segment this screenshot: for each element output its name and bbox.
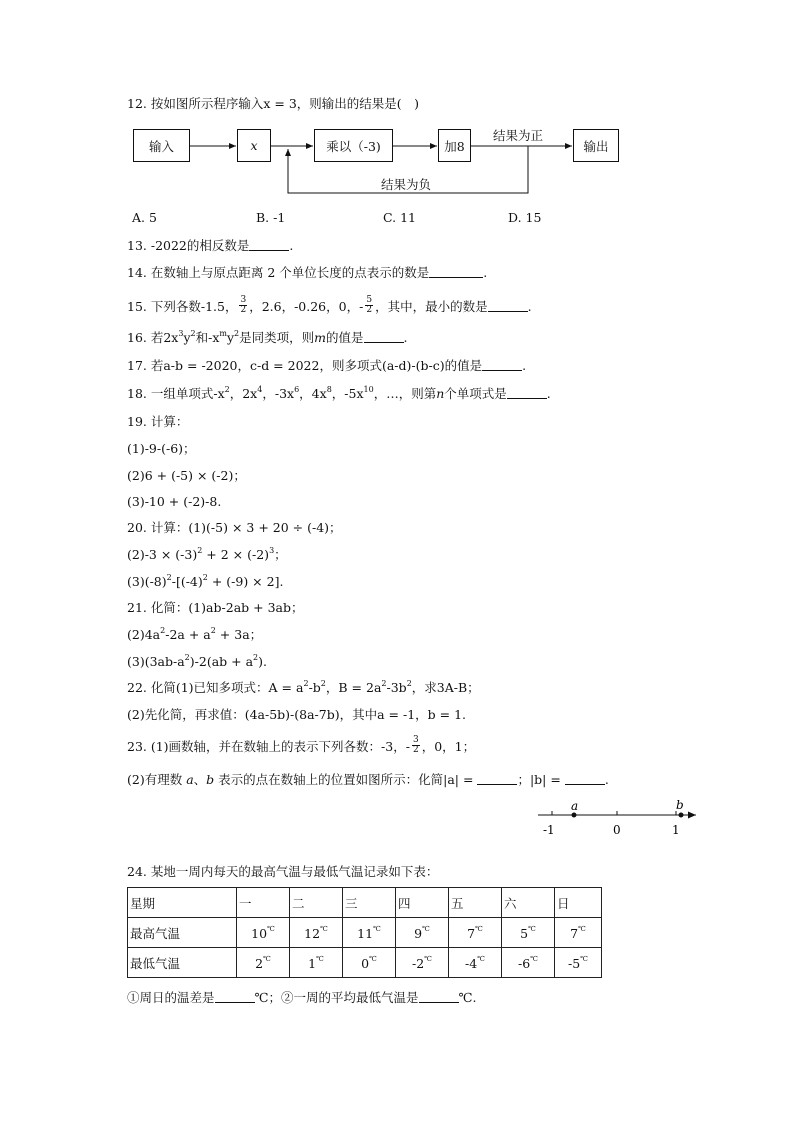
q20-part-3: $(3)(-8)^2-[(-4)^2 + (-9) \times 2]$. <box>127 573 284 589</box>
table-cell: 最低气温 <box>128 948 237 978</box>
table-cell: 7℃ <box>555 918 602 948</box>
q23-line-1: 23. (1)画数轴，并在数轴上的表示下列各数：-3，- $\frac{3}{2}$ ，0，1； <box>127 735 476 755</box>
flow-positive-label: 结果为正 <box>493 128 544 143</box>
q15-start: 15. 下列各数-1.5， <box>127 299 238 314</box>
q12-prompt: 12. 按如图所示程序输入x = 3，则输出的结果是( ) <box>127 96 420 111</box>
q19-part-1: (1)-9-(-6)； <box>127 441 196 456</box>
flow-output-label: 输出 <box>583 138 609 154</box>
table-cell: 2℃ <box>237 948 290 978</box>
table-cell: 1℃ <box>290 948 343 978</box>
q15-line <box>127 295 532 317</box>
q23-fraction: $\frac{3}{2}$ <box>412 735 419 755</box>
q18-answer-blank[interactable] <box>507 386 547 399</box>
table-cell: 一 <box>237 888 290 918</box>
q21-part-3: $(3)(3ab-a^2)-2(ab + a^2)$. <box>127 653 267 669</box>
table-cell: 二 <box>290 888 343 918</box>
q12-option-c: C. 11 <box>383 210 416 225</box>
flow-output-box <box>573 129 619 162</box>
table-cell: -6℃ <box>502 948 555 978</box>
table-row-high <box>128 918 602 948</box>
q21-part-2: $(2)4a^2-2a + a^2 + 3a$； <box>127 626 263 642</box>
temperature-table <box>127 887 602 978</box>
point-a-label: a <box>571 799 579 813</box>
table-cell: 10℃ <box>237 918 290 948</box>
table-cell: -2℃ <box>396 948 449 978</box>
table-cell: -4℃ <box>449 948 502 978</box>
q23-abs-a-blank[interactable] <box>477 772 517 785</box>
table-cell: 11℃ <box>343 918 396 948</box>
table-cell: 0℃ <box>343 948 396 978</box>
table-row-low <box>128 948 602 978</box>
q22-line-1: 22. 化简(1)已知多项式：$A = a^2-b^2$，$B = 2a^2-3b^2$，求3A-B； <box>127 679 480 695</box>
flow-x-label: x <box>250 138 258 153</box>
q16-line: 16. 若$2x^3y^2$和$-x^my^2$是同类项，则m的值是 . <box>127 329 408 345</box>
table-cell: 星期 <box>128 888 237 918</box>
q23-abs-b-blank[interactable] <box>565 772 605 785</box>
q12-option-d: D. 15 <box>508 210 542 225</box>
flow-multiply-box <box>314 129 393 162</box>
table-cell: 五 <box>449 888 502 918</box>
table-cell: 12℃ <box>290 918 343 948</box>
q23-number-line <box>530 795 705 840</box>
q15-fraction-2: $\frac{5}{2}$ <box>366 295 373 315</box>
point-a <box>572 813 577 818</box>
q17-line: 17. 若a-b = -2020，c-d = 2022，则多项式(a-d)-(b-c)的值是 . <box>127 358 527 373</box>
table-cell: 日 <box>555 888 602 918</box>
flow-multiply-label: 乘以（-3) <box>326 138 381 154</box>
q16-answer-blank[interactable] <box>364 330 404 343</box>
q13-end: . <box>289 238 294 253</box>
table-cell: -5℃ <box>555 948 602 978</box>
flow-x-box <box>237 129 271 162</box>
q14-line <box>127 265 487 281</box>
table-cell: 7℃ <box>449 918 502 948</box>
table-cell: 六 <box>502 888 555 918</box>
q15-end: . <box>527 299 532 314</box>
flow-add-box <box>438 129 471 162</box>
table-cell: 最高气温 <box>128 918 237 948</box>
q23-line-2: (2)有理数 a、b 表示的点在数轴上的位置如图所示：化简|a| = ；|b| = . <box>127 772 609 787</box>
q17-answer-blank[interactable] <box>482 358 522 371</box>
q20-title: 20. 计算：(1)(-5) × 3 + 20 ÷ (-4)； <box>127 520 342 535</box>
q24-title: 24. 某地一周内每天的最高气温与最低气温记录如下表： <box>127 864 439 879</box>
q15-mid: ，2.6，-0.26，0，- <box>249 299 364 314</box>
tick-label-0: 0 <box>613 823 621 837</box>
table-row-header <box>128 888 602 918</box>
tick-label-neg1: -1 <box>543 823 555 837</box>
q13-line <box>127 238 293 254</box>
q12-option-a: A. 5 <box>132 210 157 225</box>
q13-answer-blank[interactable] <box>249 238 289 251</box>
q19-part-2: (2)6 + (-5) × (-2)； <box>127 468 246 483</box>
q20-part-2: $(2)-3 \times (-3)^2 + 2 \times (-2)^3$； <box>127 546 287 562</box>
flow-input-box <box>133 129 190 162</box>
table-cell: 5℃ <box>502 918 555 948</box>
table-cell: 四 <box>396 888 449 918</box>
q22-line-2: (2)先化简，再求值：(4a-5b)-(8a-7b)，其中a = -1，b = 1. <box>127 707 467 722</box>
q18-line: 18. 一组单项式$-x^2$，$2x^4$，$-3x^6$，$4x^8$，$-5x^{10}$，…，则第n个单项式是 . <box>127 385 551 401</box>
flow-negative-label: 结果为负 <box>381 177 432 192</box>
tick-label-1: 1 <box>672 823 680 837</box>
q24-temp-diff-blank[interactable] <box>215 990 255 1003</box>
q19-title: 19. 计算： <box>127 414 189 429</box>
point-b-label: b <box>676 798 684 812</box>
q12-option-b: B. -1 <box>256 210 286 225</box>
q14-answer-blank[interactable] <box>429 265 483 278</box>
table-cell: 9℃ <box>396 918 449 948</box>
q15-tail: ，其中，最小的数是 <box>375 299 488 314</box>
q17-text: 17. 若a-b = -2020，c-d = 2022，则多项式(a-d)-(b-c)的值是 <box>127 358 483 373</box>
q19-part-3: (3)-10 + (-2)-8. <box>127 494 222 509</box>
q24-avg-low-blank[interactable] <box>419 990 459 1003</box>
q14-text: 14. 在数轴上与原点距离 2 个单位长度的点表示的数是 <box>127 265 430 280</box>
q13-text: 13. -2022的相反数是 <box>127 238 250 253</box>
q21-title: 21. 化简：(1)ab-2ab + 3ab； <box>127 600 304 615</box>
q15-answer-blank[interactable] <box>488 299 528 312</box>
q14-end: . <box>483 265 488 280</box>
point-b <box>679 813 684 818</box>
flow-input-label: 输入 <box>148 138 174 154</box>
table-cell: 三 <box>343 888 396 918</box>
q15-fraction-1: $\frac{3}{2}$ <box>240 295 247 315</box>
flow-add-label: 加8 <box>444 138 465 154</box>
q24-footer: ①周日的温差是 ℃；②一周的平均最低气温是 ℃. <box>127 990 477 1005</box>
